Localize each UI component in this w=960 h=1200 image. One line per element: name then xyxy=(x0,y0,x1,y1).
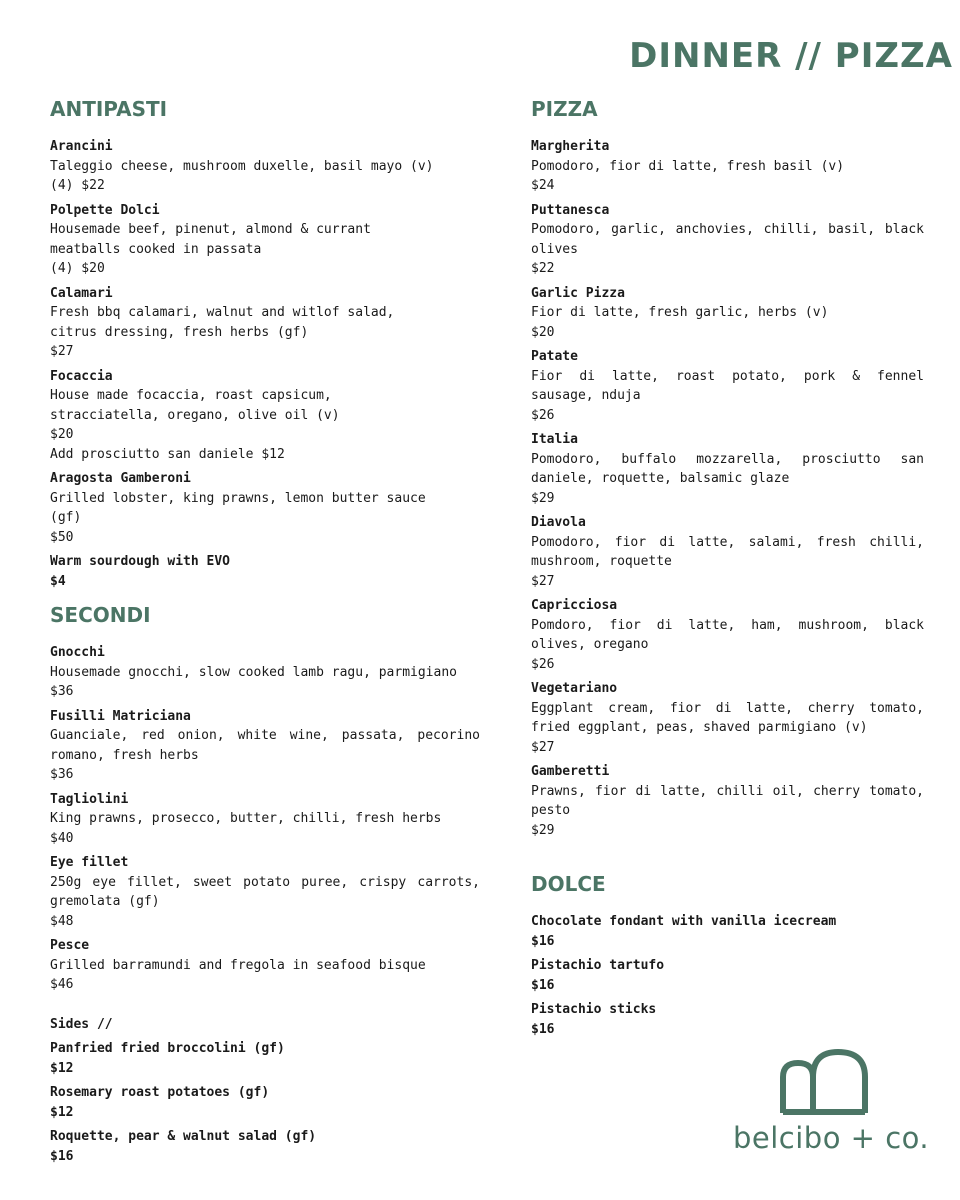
item-price: $16 xyxy=(531,1021,555,1037)
item-price: $50 xyxy=(50,529,74,545)
item-name: Margherita xyxy=(531,139,610,154)
menu-item xyxy=(531,596,924,674)
brand-logo xyxy=(733,1049,930,1159)
item-price: $16 xyxy=(50,1148,74,1164)
item-description: Guanciale, red onion, white wine, passata, pecorino romano, fresh herbs xyxy=(50,728,480,763)
menu-item xyxy=(50,707,480,785)
item-name: Patate xyxy=(531,349,578,364)
item-name: Pistachio tartufo xyxy=(531,958,665,973)
item-description: Housemade beef, pinenut, almond & currant meatballs cooked in passata xyxy=(50,222,371,257)
menu-item xyxy=(531,1000,924,1039)
item-description: Pomodoro, garlic, anchovies, chilli, basil, black olives xyxy=(531,222,924,257)
item-description: Fresh bbq calamari, walnut and witlof salad, citrus dressing, fresh herbs (gf) xyxy=(50,305,395,340)
menu-item xyxy=(531,430,924,508)
item-name: Calamari xyxy=(50,285,113,301)
item-name: Capricciosa xyxy=(531,598,618,613)
item-price: $27 xyxy=(531,573,555,589)
item-price: $36 xyxy=(50,767,74,782)
section-heading-secondi: SECONDI xyxy=(50,603,151,627)
menu-item xyxy=(531,956,924,995)
item-name: Polpette Dolci xyxy=(50,202,160,218)
menu-item xyxy=(50,367,480,465)
item-name: Gnocchi xyxy=(50,645,105,660)
item-description: Pomodoro, fior di latte, salami, fresh chilli, mushroom, roquette xyxy=(531,534,924,569)
item-name: Pistachio sticks xyxy=(531,1002,657,1017)
item-price: $16 xyxy=(531,933,555,949)
item-name: Rosemary roast potatoes (gf) xyxy=(50,1085,270,1100)
item-price: $24 xyxy=(531,178,555,193)
menu-item xyxy=(50,284,480,362)
item-price: $48 xyxy=(50,913,74,929)
item-name: Pesce xyxy=(50,938,90,953)
menu-item xyxy=(50,201,480,279)
item-price: $29 xyxy=(531,822,555,838)
item-description: Pomodoro, fior di latte, fresh basil (v) xyxy=(531,158,845,174)
menu-item xyxy=(531,513,924,591)
menu-item xyxy=(50,853,480,931)
menu-item xyxy=(50,552,480,591)
item-name: Arancini xyxy=(50,139,113,154)
item-description: Taleggio cheese, mushroom duxelle, basil mayo (v) xyxy=(50,158,434,174)
menu-item xyxy=(50,1039,480,1078)
menu-item xyxy=(50,469,480,547)
item-description: Housemade gnocchi, slow cooked lamb ragu, parmigiano xyxy=(50,664,457,680)
menu-item xyxy=(50,137,480,196)
item-price: $22 xyxy=(531,261,555,276)
item-name: Warm sourdough with EVO xyxy=(50,554,231,569)
item-name: Roquette, pear & walnut salad (gf) xyxy=(50,1129,317,1144)
item-price: (4) $20 xyxy=(50,261,105,276)
left-column xyxy=(50,88,480,1171)
item-name: Garlic Pizza xyxy=(531,285,625,301)
menu-item xyxy=(531,137,924,196)
item-price: $12 xyxy=(50,1060,74,1076)
item-price: $46 xyxy=(50,977,74,992)
item-name: Diavola xyxy=(531,515,586,530)
item-price: $29 xyxy=(531,490,555,506)
item-description: House made focaccia, roast capsicum, stracciatella, oregano, olive oil (v) xyxy=(50,388,340,423)
menu-item xyxy=(50,936,480,995)
item-extra: Add prosciutto san daniele $12 xyxy=(50,446,285,462)
item-name: Gamberetti xyxy=(531,764,610,779)
item-price: $40 xyxy=(50,830,74,846)
item-description: Pomodoro, buffalo mozzarella, prosciutto san daniele, roquette, balsamic glaze xyxy=(531,451,924,486)
menu-item xyxy=(531,762,924,840)
item-price: (4) $22 xyxy=(50,178,105,193)
item-name: Focaccia xyxy=(50,368,113,384)
item-price: $20 xyxy=(531,324,555,340)
item-description: Fior di latte, fresh garlic, herbs (v) xyxy=(531,305,829,320)
item-name: Tagliolini xyxy=(50,791,129,807)
item-price: $36 xyxy=(50,684,74,699)
item-description: Pomdoro, fior di latte, ham, mushroom, black olives, oregano xyxy=(531,617,924,652)
logo-text: belcibo + co. xyxy=(733,1121,930,1155)
item-description: Prawns, fior di latte, chilli oil, cherry tomato, pesto xyxy=(531,783,924,818)
menu-item xyxy=(50,1083,480,1122)
item-price: $4 xyxy=(50,573,66,589)
menu-item xyxy=(531,679,924,757)
page-title: DINNER // PIZZA xyxy=(629,36,953,76)
item-description: King prawns, prosecco, butter, chilli, fresh herbs xyxy=(50,811,442,826)
item-name: Aragosta Gamberoni xyxy=(50,471,191,486)
item-name: Vegetariano xyxy=(531,681,618,696)
item-description: 250g eye fillet, sweet potato puree, crispy carrots, gremolata (gf) xyxy=(50,874,480,909)
item-name: Puttanesca xyxy=(531,202,610,218)
menu-item xyxy=(531,347,924,425)
item-price: $12 xyxy=(50,1104,74,1120)
menu-item xyxy=(50,643,480,702)
item-description: Fior di latte, roast potato, pork & fennel sausage, nduja xyxy=(531,368,924,403)
menu-item xyxy=(50,1127,480,1166)
item-name: Italia xyxy=(531,432,578,447)
menu-item xyxy=(50,790,480,849)
section-heading-pizza: PIZZA xyxy=(531,97,598,121)
item-price: $26 xyxy=(531,407,555,423)
item-name: Fusilli Matriciana xyxy=(50,708,191,724)
item-price: $16 xyxy=(531,977,555,993)
sides-label: Sides // xyxy=(50,1016,113,1032)
item-name: Chocolate fondant with vanilla icecream xyxy=(531,914,837,929)
right-column xyxy=(531,88,924,1044)
item-description: Grilled lobster, king prawns, lemon butter sauce (gf) xyxy=(50,490,426,525)
item-description: Eggplant cream, fior di latte, cherry tomato, fried eggplant, peas, shaved parmigiano (v) xyxy=(531,700,924,735)
item-name: Panfried fried broccolini (gf) xyxy=(50,1041,285,1056)
item-price: $20 xyxy=(50,427,74,442)
item-price: $26 xyxy=(531,656,555,672)
item-price: $27 xyxy=(50,344,74,359)
section-heading-dolce: DOLCE xyxy=(531,872,606,896)
arch-logo-icon xyxy=(780,1049,868,1115)
menu-item xyxy=(531,284,924,343)
section-heading-antipasti: ANTIPASTI xyxy=(50,97,168,121)
item-name: Eye fillet xyxy=(50,855,129,870)
item-description: Grilled barramundi and fregola in seafood bisque xyxy=(50,957,426,973)
item-price: $27 xyxy=(531,739,555,755)
menu-item xyxy=(531,912,924,951)
menu-item xyxy=(531,201,924,279)
